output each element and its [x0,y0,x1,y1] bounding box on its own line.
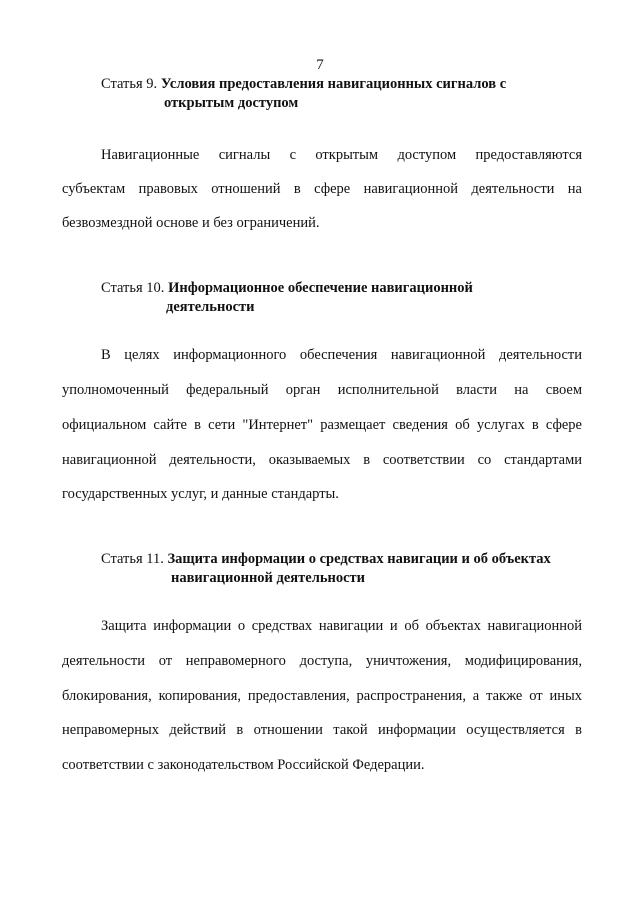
article-9-title-line-1: Условия предоставления навигационных сигналов с [160,76,507,92]
article-11-paragraph-line-1: Защита информации о средствах навигации и об объектах навигационной [101,618,582,634]
article-9-label: Статья 9. [101,76,158,92]
article-9-paragraph-line-1: Навигационные сигналы с открытым доступом предоставляются [101,147,582,163]
article-10-paragraph-line-1: В целях информационного обеспечения навигационной деятельности [101,347,582,363]
article-9-paragraph-line-3: безвозмездной основе и без ограничений. [62,215,320,231]
page-number: 7 [316,57,324,73]
article-11-title-line-2: навигационной деятельности [171,570,366,586]
article-11-label: Статья 11. [101,551,164,567]
article-10-paragraph-line-3: официальном сайте в сети "Интернет" размещает сведения об услугах в сфере [62,417,582,433]
article-10-paragraph-line-4: навигационной деятельности, оказываемых в соответствии со стандартами [62,452,582,468]
article-11-paragraph-line-4: неправомерных действий в отношении такой информации осуществляется в [62,722,582,738]
article-9-heading [101,75,581,113]
article-10-paragraph-line-2: уполномоченный федеральный орган исполнительной власти на своем [62,382,582,398]
article-9-title-line-2: открытым доступом [164,95,299,111]
article-11-heading [101,550,581,588]
article-11-title-line-1: Защита информации о средствах навигации и об объектах [167,551,551,567]
article-10-paragraph-line-5: государственных услуг, и данные стандарты. [62,486,339,502]
article-11-paragraph-line-5: соответствии с законодательством Российской Федерации. [62,757,425,773]
article-10-title-line-2: деятельности [166,299,255,315]
article-9-paragraph-line-2: субъектам правовых отношений в сфере навигационной деятельности на [62,181,582,197]
article-10-title-line-1: Информационное обеспечение навигационной [168,280,473,296]
article-11-paragraph-line-2: деятельности от неправомерного доступа, уничтожения, модифицирования, [62,653,582,669]
article-11-paragraph-line-3: блокирования, копирования, предоставления, распространения, а также от иных [62,688,582,704]
article-10-heading [101,279,581,317]
article-10-label: Статья 10. [101,280,165,296]
